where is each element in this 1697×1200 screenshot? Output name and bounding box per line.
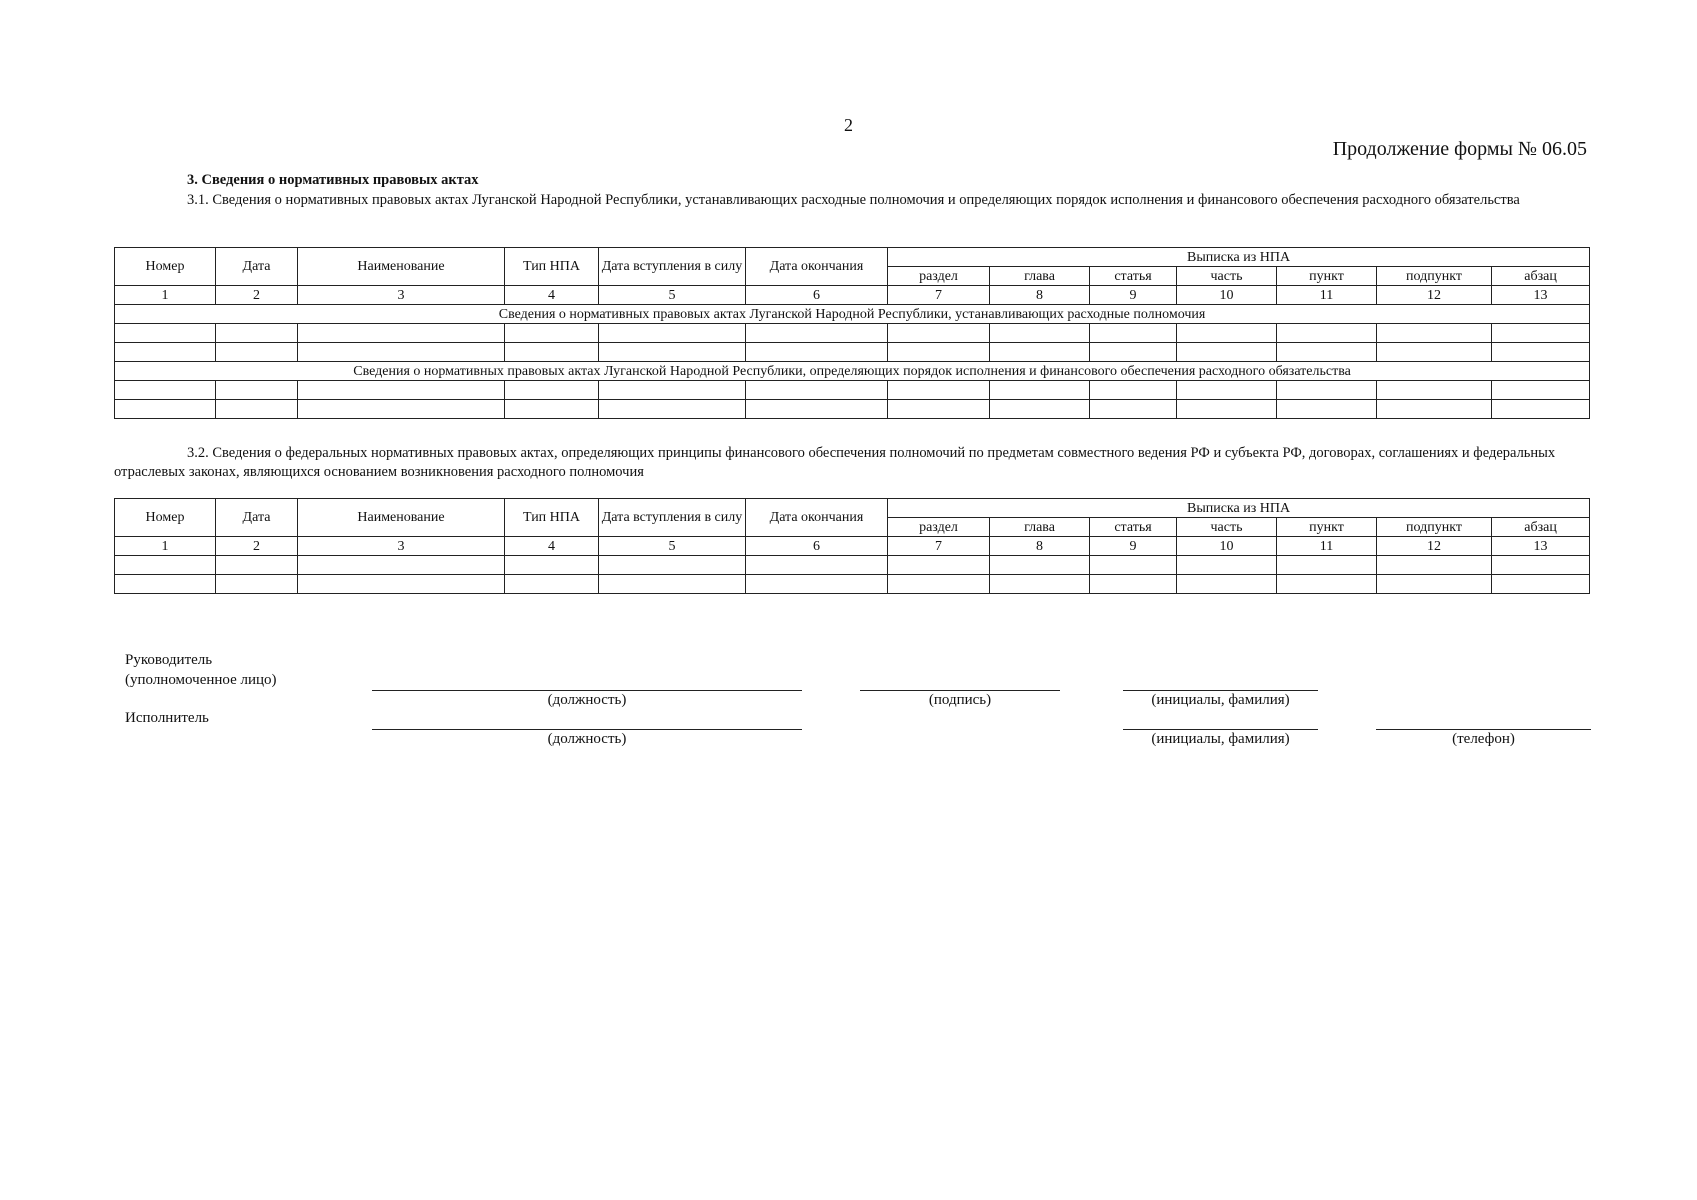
col-number: 9 [1090, 286, 1177, 305]
executor-name-caption: (инициалы, фамилия) [1151, 731, 1290, 747]
head-label-authorized: (уполномоченное лицо) [125, 672, 277, 688]
table-row [115, 381, 1590, 400]
header-article: статья [1090, 518, 1177, 537]
col-number: 13 [1492, 537, 1590, 556]
col-number: 5 [599, 537, 746, 556]
page-number: 2 [844, 115, 853, 135]
col-number: 9 [1090, 537, 1177, 556]
executor-position-caption: (должность) [547, 731, 627, 747]
table-row [115, 324, 1590, 343]
col-number: 3 [298, 286, 505, 305]
head-name-caption: (инициалы, фамилия) [1151, 692, 1290, 708]
col-number: 2 [216, 286, 298, 305]
header-date: Дата [216, 499, 298, 537]
table-row [115, 556, 1590, 575]
executor-position-line[interactable] [372, 729, 802, 730]
col-number: 13 [1492, 286, 1590, 305]
header-subitem: подпункт [1377, 267, 1492, 286]
federal-npa-table [114, 498, 1590, 594]
header-section: раздел [888, 518, 990, 537]
header-end-date: Дата окончания [746, 499, 888, 537]
col-number: 12 [1377, 537, 1492, 556]
header-name: Наименование [298, 248, 505, 286]
head-signature-line[interactable] [860, 690, 1060, 691]
header-type: Тип НПА [505, 248, 599, 286]
col-number: 1 [115, 286, 216, 305]
header-paragraph: абзац [1492, 267, 1590, 286]
header-name: Наименование [298, 499, 505, 537]
col-number: 2 [216, 537, 298, 556]
executor-phone-line[interactable] [1376, 729, 1591, 730]
column-numbers-row [115, 537, 1590, 556]
group-heading-establishing: Сведения о нормативных правовых актах Луганской Народной Республики, устанавливающих расходные полномочия [115, 305, 1590, 324]
col-number: 10 [1177, 286, 1277, 305]
header-article: статья [1090, 267, 1177, 286]
col-number: 1 [115, 537, 216, 556]
table-row [115, 400, 1590, 419]
header-chapter: глава [990, 518, 1090, 537]
header-effective-date: Дата вступления в силу [599, 499, 746, 537]
head-label: Руководитель [125, 652, 213, 668]
col-number: 3 [298, 537, 505, 556]
col-number: 5 [599, 286, 746, 305]
col-number: 4 [505, 286, 599, 305]
header-extract: Выписка из НПА [888, 248, 1590, 267]
table-row [115, 575, 1590, 594]
header-part: часть [1177, 518, 1277, 537]
table-row [115, 343, 1590, 362]
regional-npa-table [114, 247, 1590, 419]
subsection-3-1-text: 3.1. Сведения о нормативных правовых актах Луганской Народной Республики, устанавливающих расходные полномочия и определяющих порядок исполнения и финансового обеспечения расходного обязательства [187, 192, 1520, 208]
header-section: раздел [888, 267, 990, 286]
col-number: 12 [1377, 286, 1492, 305]
col-number: 7 [888, 286, 990, 305]
header-type: Тип НПА [505, 499, 599, 537]
col-number: 6 [746, 286, 888, 305]
col-number: 6 [746, 537, 888, 556]
header-end-date: Дата окончания [746, 248, 888, 286]
header-item: пункт [1277, 518, 1377, 537]
col-number: 7 [888, 537, 990, 556]
col-number: 10 [1177, 537, 1277, 556]
group-heading-procedure: Сведения о нормативных правовых актах Луганской Народной Республики, определяющих порядок исполнения и финансового обеспечения расходного обязательства [115, 362, 1590, 381]
executor-name-line[interactable] [1123, 729, 1318, 730]
header-date: Дата [216, 248, 298, 286]
head-name-line[interactable] [1123, 690, 1318, 691]
header-item: пункт [1277, 267, 1377, 286]
header-paragraph: абзац [1492, 518, 1590, 537]
col-number: 11 [1277, 537, 1377, 556]
form-continuation-label: Продолжение формы № 06.05 [1332, 138, 1587, 160]
column-numbers-row [115, 286, 1590, 305]
header-subitem: подпункт [1377, 518, 1492, 537]
executor-phone-caption: (телефон) [1452, 731, 1515, 747]
head-signature-caption: (подпись) [928, 692, 992, 708]
col-number: 8 [990, 286, 1090, 305]
section-title: 3. Сведения о нормативных правовых актах [187, 172, 479, 188]
header-chapter: глава [990, 267, 1090, 286]
col-number: 4 [505, 537, 599, 556]
head-position-line[interactable] [372, 690, 802, 691]
header-part: часть [1177, 267, 1277, 286]
executor-label: Исполнитель [125, 710, 209, 726]
header-number: Номер [115, 499, 216, 537]
col-number: 8 [990, 537, 1090, 556]
header-extract: Выписка из НПА [888, 499, 1590, 518]
header-effective-date: Дата вступления в силу [599, 248, 746, 286]
header-number: Номер [115, 248, 216, 286]
head-position-caption: (должность) [547, 692, 627, 708]
col-number: 11 [1277, 286, 1377, 305]
subsection-3-2-text: 3.2. Сведения о федеральных нормативных правовых актах, определяющих принципы финансового обеспечения полномочий по предметам совместного ведения РФ и субъекта РФ, договорах, соглашениях и федеральных отраслевых законах, являющихся основанием возникновения расходного полномочия [114, 445, 1556, 480]
